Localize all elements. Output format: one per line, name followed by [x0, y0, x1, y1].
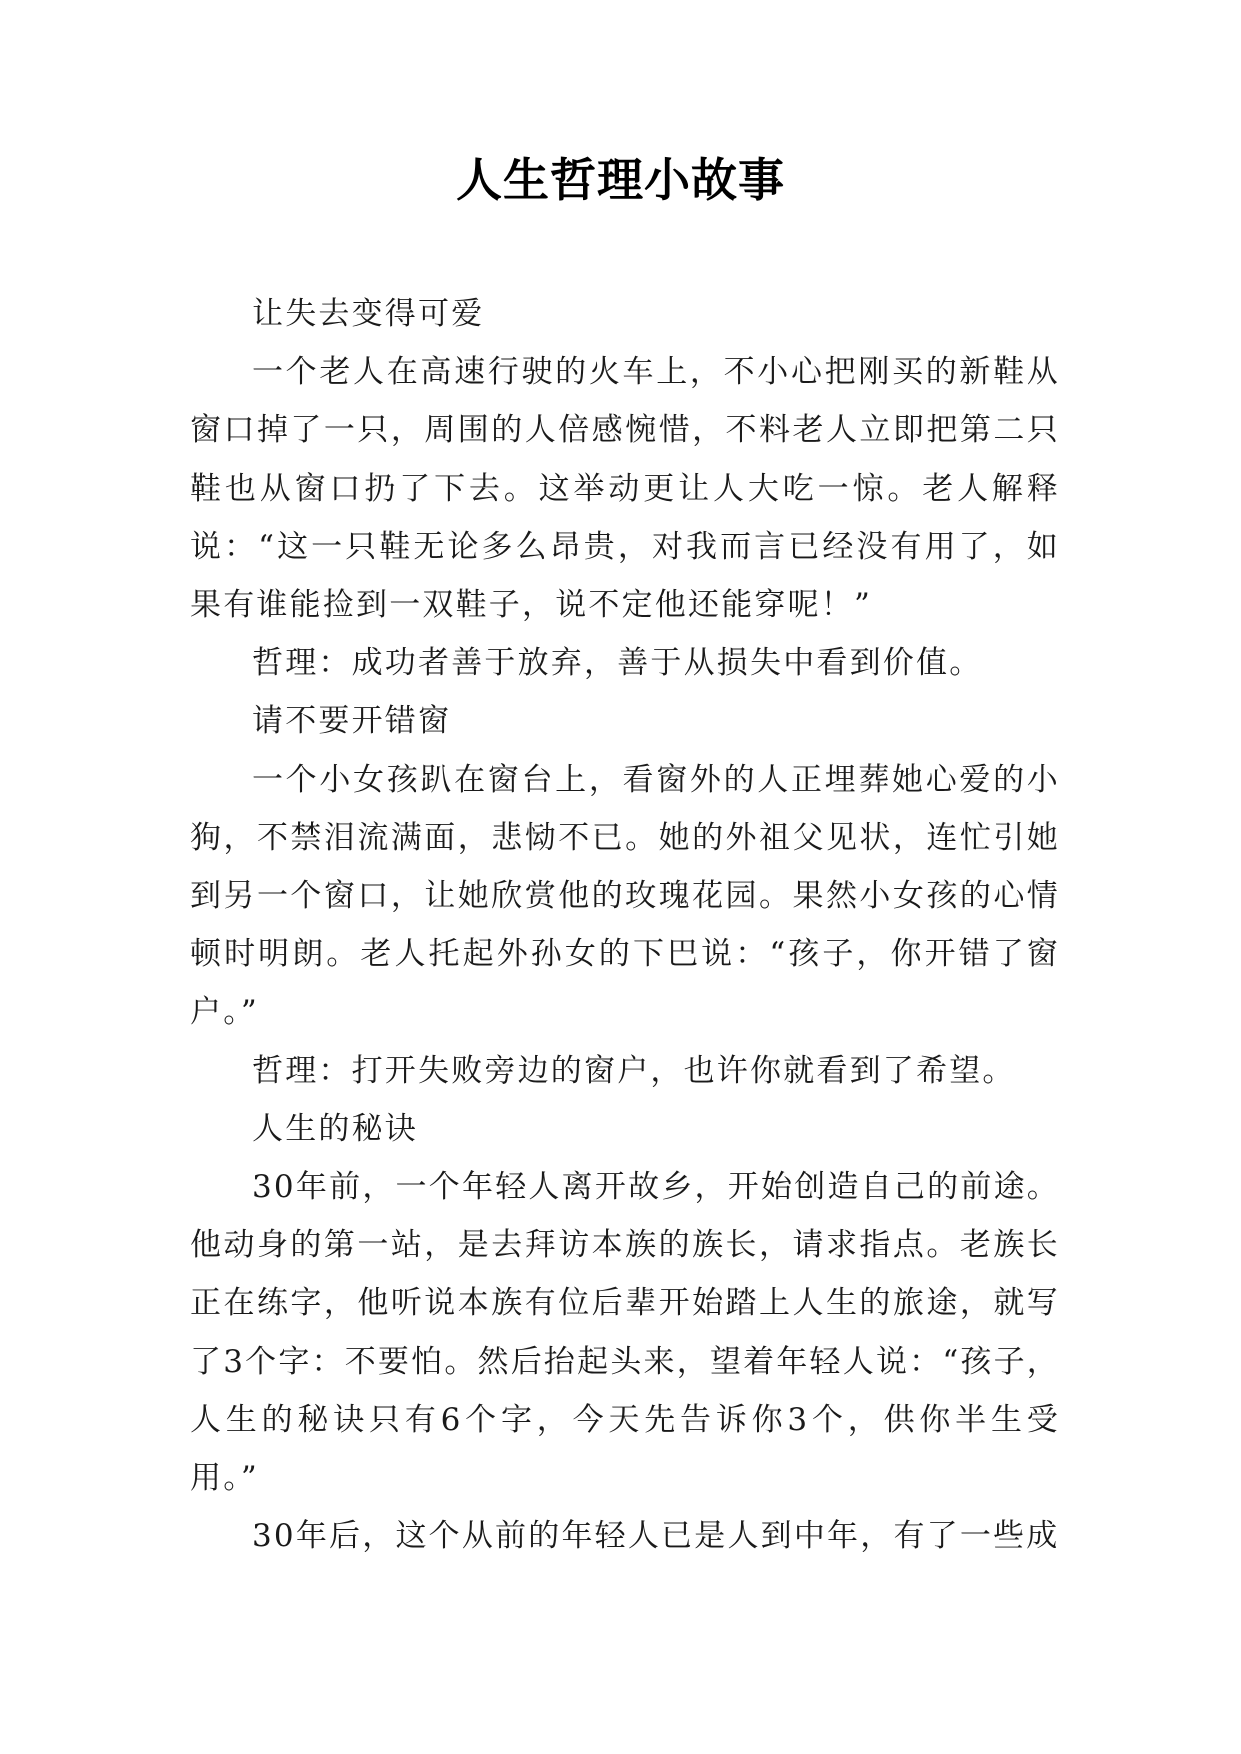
paragraph: 30年前，一个年轻人离开故乡，开始创造自己的前途。他动身的第一站，是去拜访本族的族长，请求指点。老族长正在练字，他听说本族有位后辈开始踏上人生的旅途，就写了3个字：不要怕。然后抬起头来，望着年轻人说：“孩子，人生的秘诀只有6个字，今天先告诉你3个，供你半生受用。”	[190, 1169, 1060, 1497]
document-title: 人生哲理小故事	[456, 153, 785, 207]
paragraph: 一个小女孩趴在窗台上，看窗外的人正埋葬她心爱的小狗，不禁泪流满面，悲恸不已。她的外祖父见状，连忙引她到另一个窗口，让她欣赏他的玫瑰花园。果然小女孩的心情顿时明朗。老人托起外孙女的下巴说：“孩子，你开错了窗户。”	[190, 761, 1060, 1031]
section-heading: 人生的秘诀	[252, 1110, 418, 1147]
section-heading: 让失去变得可爱	[252, 296, 485, 332]
moral-paragraph: 哲理：打开失败旁边的窗户，也许你就看到了希望。	[252, 1052, 1016, 1089]
document-body	[190, 285, 1060, 1565]
paragraph: 30年后，这个从前的年轻人已是人到中年，有了一些成	[252, 1518, 1060, 1555]
section-heading: 请不要开错窗	[252, 703, 452, 740]
moral-paragraph: 哲理：成功者善于放弃，善于从损失中看到价值。	[252, 645, 983, 682]
paragraph: 一个老人在高速行驶的火车上，不小心把刚买的新鞋从窗口掉了一只，周围的人倍感惋惜，不料老人立即把第二只鞋也从窗口扔了下去。这举动更让人大吃一惊。老人解释说：“这一只鞋无论多么昂贵，对我而言已经没有用了，如果有谁能捡到一双鞋子，说不定他还能穿呢！”	[190, 354, 1060, 624]
